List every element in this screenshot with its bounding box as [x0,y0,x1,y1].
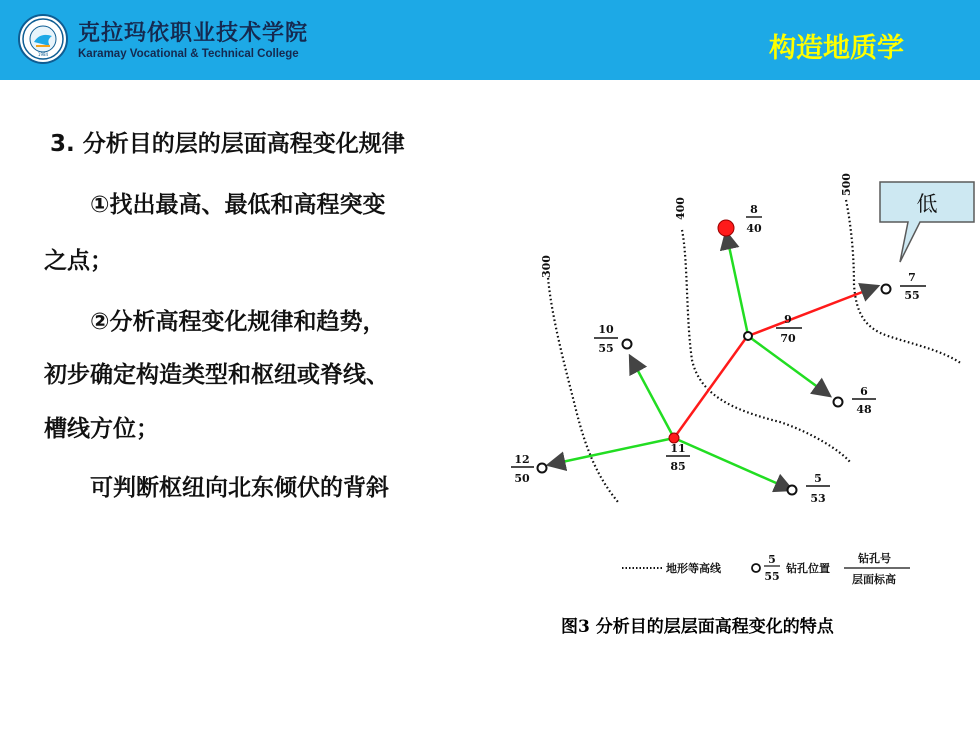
borehole-10-num: 10 [598,323,614,336]
borehole-9-num: 9 [784,313,792,326]
arrow-11-to-9 [674,338,746,438]
legend-layer-elev: 层面标高 [852,573,896,586]
contour-label-400: 400 [674,197,687,220]
borehole-11-elev: 85 [670,460,686,473]
college-name-english: Karamay Vocational & Technical College [78,48,299,60]
contour-label-500: 500 [840,173,853,196]
borehole-5-num: 5 [814,472,822,485]
college-logo-icon [18,14,68,64]
borehole-10-elev: 55 [598,342,614,355]
borehole-8-elev: 40 [746,222,762,235]
borehole-9 [744,332,752,340]
borehole-5-elev: 53 [810,492,826,505]
arrow-11-to-5 [674,438,792,490]
callout-text: 低 [916,192,938,216]
section-heading: 3. 分析目的层的层面高程变化规律 [50,131,405,157]
svg-text:1984: 1984 [37,52,49,57]
borehole-8-highlight [718,220,734,236]
point-2-line-1: ②分析高程变化规律和趋势， [90,309,386,335]
borehole-9-elev: 70 [780,332,796,345]
borehole-6-elev: 48 [856,403,872,416]
arrow-11-to-12 [548,438,674,465]
borehole-12-num: 12 [514,453,530,466]
borehole-7-elev: 55 [904,289,920,302]
contour-line-500 [846,200,962,364]
legend-example-elev: 55 [764,570,780,583]
arrow-9-to-7 [748,286,878,336]
legend-borehole-num: 钻孔号 [858,552,891,565]
arrow-9-to-6 [748,336,830,396]
borehole-12 [538,464,547,473]
arrow-11-to-10 [630,356,674,438]
legend-contour: 地形等高线 [666,562,721,575]
legend-example-num: 5 [768,553,776,566]
header-bar [0,0,980,80]
figure-caption: 图3 分析目的层层面高程变化的特点 [561,617,834,637]
contour-label-300: 300 [540,255,553,278]
contour-line-400 [682,230,850,462]
point-1-line-2: 之点； [44,248,113,274]
legend-borehole-pos: 钻孔位置 [786,562,830,575]
borehole-7-num: 7 [908,271,916,284]
point-1-line-1: ①找出最高、最低和高程突变 [90,192,386,218]
borehole-10 [623,340,632,349]
borehole-5 [788,486,797,495]
borehole-11-num: 11 [670,442,686,455]
callout-low [878,180,976,224]
college-name: 克拉玛依职业技术学院 [78,20,309,46]
contour-line-300-left [548,278,618,502]
arrow-9-to-8 [726,232,748,335]
borehole-8-num: 8 [750,203,758,216]
point-2-line-2: 初步确定构造类型和枢纽或脊线、 [44,362,389,388]
borehole-12-elev: 50 [514,472,530,485]
conclusion-text: 可判断枢纽向北东倾伏的背斜 [90,475,389,501]
borehole-6 [834,398,843,407]
borehole-7 [882,285,891,294]
point-2-line-3: 槽线方位； [44,416,159,442]
borehole-6-num: 6 [860,385,868,398]
figure-legend [622,551,910,586]
course-title: 构造地质学 [769,33,904,64]
